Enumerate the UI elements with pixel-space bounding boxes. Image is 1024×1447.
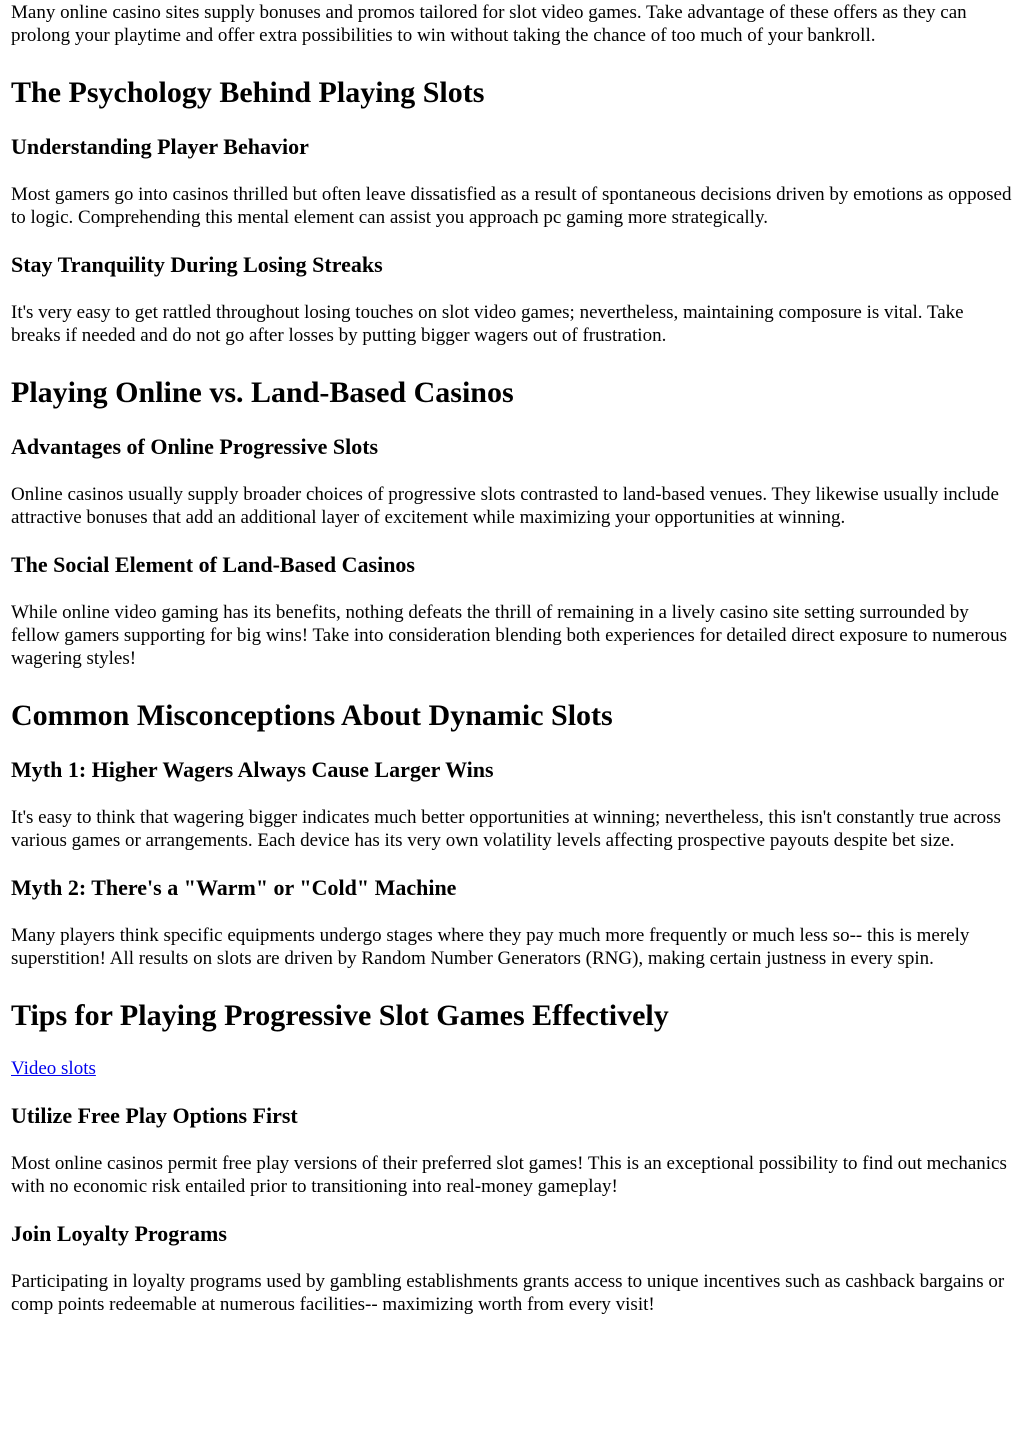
subheading-player-behavior: Understanding Player Behavior [11,134,309,159]
section-heading-misconceptions: Common Misconceptions About Dynamic Slots [11,699,613,732]
subheading-myth-1: Myth 1: Higher Wagers Always Cause Larger Wins [11,757,494,782]
paragraph-myth-2: Many players think specific equipments undergo stages where they pay much more frequently or much less so-- this is merely superstition! All results on slots are driven by Random Number Generators (RNG), making certain justness in every spin. [11,925,970,969]
paragraph-losing-streaks: It's very easy to get rattled throughout losing touches on slot video games; nevertheless, maintaining composure is vital. Take breaks if needed and do not go after losses by putting bigger wagers out of frustration. [11,302,964,346]
intro-paragraph: Many online casino sites supply bonuses and promos tailored for slot video games. Take advantage of these offers as they can prolong your playtime and offer extra possibilities to win without taking the chance of too much of your bankroll. [11,2,967,46]
video-slots-link[interactable]: Video slots [11,1058,96,1079]
subheading-losing-streaks: Stay Tranquility During Losing Streaks [11,252,383,277]
section-heading-tips: Tips for Playing Progressive Slot Games Effectively [11,999,669,1032]
paragraph-loyalty-programs: Participating in loyalty programs used by gambling establishments grants access to unique incentives such as cashback bargains or comp points redeemable at numerous facilities-- maximizing worth from every visit! [11,1271,1005,1315]
section-heading-online-vs-land: Playing Online vs. Land-Based Casinos [11,376,514,409]
paragraph-free-play: Most online casinos permit free play versions of their preferred slot games! This is an exceptional possibility to find out mechanics with no economic risk entailed prior to transitioning into real-money gameplay! [11,1153,1007,1197]
subheading-loyalty-programs: Join Loyalty Programs [11,1221,227,1246]
paragraph-myth-1: It's easy to think that wagering bigger indicates much better opportunities at winning; nevertheless, this isn't constantly true across various games or arrangements. Each device has its very own volatility levels affecting prospective payouts despite bet size. [11,807,1001,851]
paragraph-social-element: While online video gaming has its benefits, nothing defeats the thrill of remaining in a lively casino site setting surrounded by fellow gamers supporting for big wins! Take into consideration blending both experiences for detailed direct exposure to numerous wagering styles! [11,602,1008,669]
subheading-online-advantages: Advantages of Online Progressive Slots [11,434,379,459]
subheading-free-play: Utilize Free Play Options First [11,1103,298,1128]
paragraph-online-advantages: Online casinos usually supply broader choices of progressive slots contrasted to land-based venues. They likewise usually include attractive bonuses that add an additional layer of excitement while maximizing your opportunities at winning. [11,484,999,528]
subheading-social-element: The Social Element of Land-Based Casinos [11,552,415,577]
paragraph-player-behavior: Most gamers go into casinos thrilled but often leave dissatisfied as a result of spontaneous decisions driven by emotions as opposed to logic. Comprehending this mental element can assist you approach pc gaming more strategically. [11,184,1012,228]
article [0,1,1024,1316]
section-heading-psychology: The Psychology Behind Playing Slots [11,76,485,109]
subheading-myth-2: Myth 2: There's a "Warm" or "Cold" Machine [11,875,457,900]
